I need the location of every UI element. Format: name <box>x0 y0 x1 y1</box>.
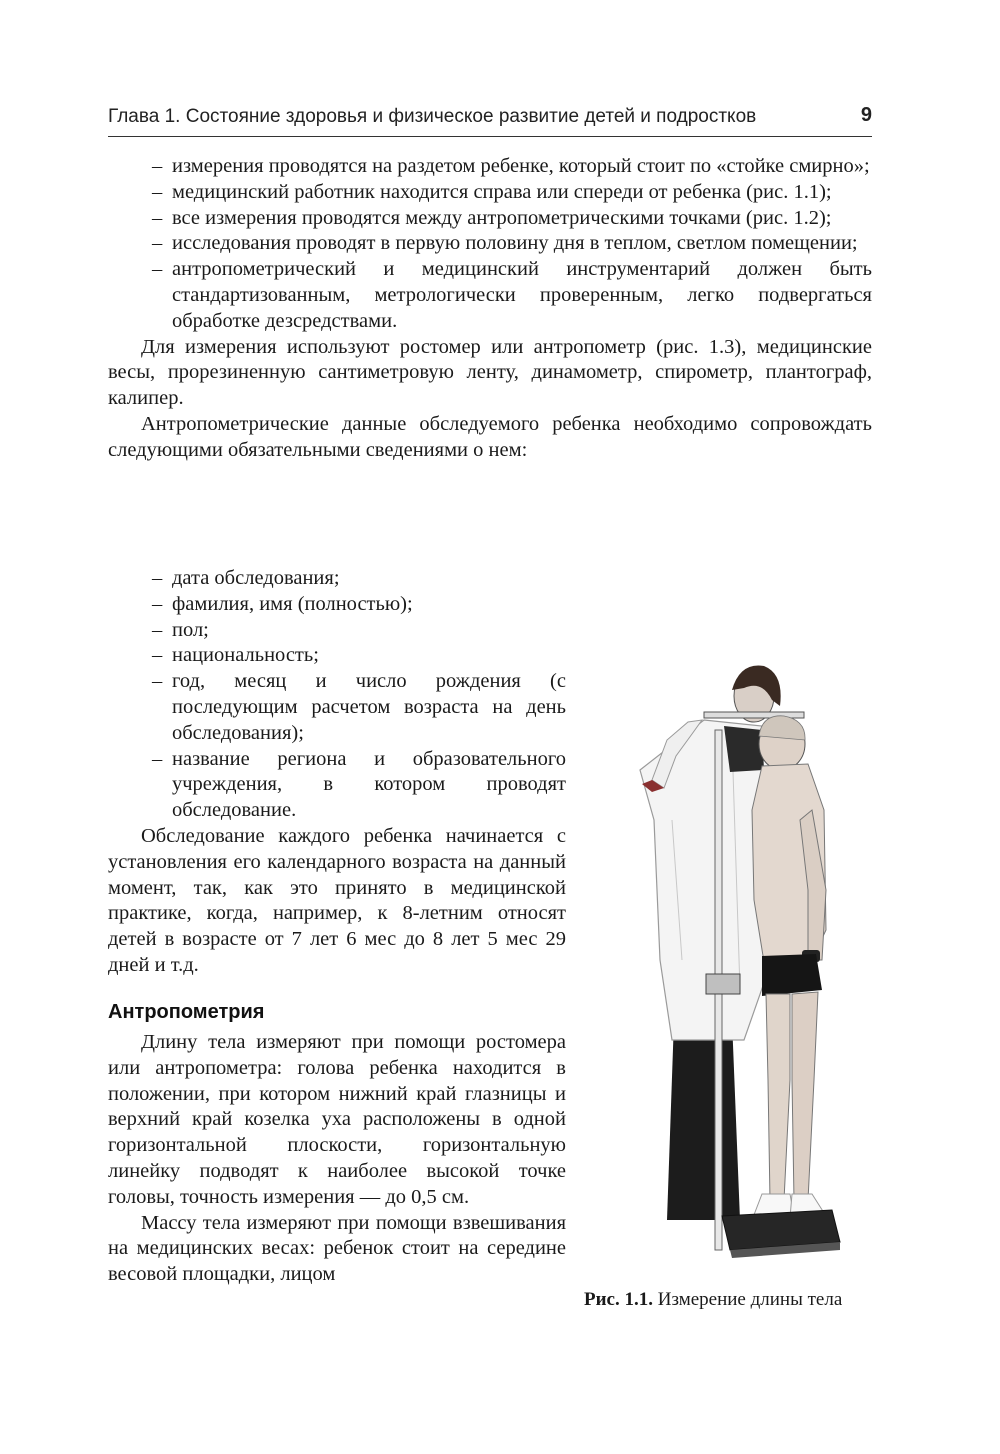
figure-caption-text: Измерение длины тела <box>657 1289 843 1310</box>
dash-marker: – <box>152 155 163 177</box>
list-item: – антропометрический и медицинский инструментарий должен быть стандартизованным, метрологически проверенным, легко подвергаться обработке дезсредствами. <box>152 258 872 332</box>
dash-marker: – <box>152 180 163 203</box>
figure-label: Рис. 1.1. <box>584 1289 653 1310</box>
dash-marker: – <box>152 618 163 641</box>
dash-marker: – <box>152 670 163 693</box>
nurse-skirt <box>667 1020 740 1220</box>
requirements-list <box>108 154 872 335</box>
paragraph-length: Длину тела измеряют при помощи ростомера или антропометра: голова ребенка находится в положении, при котором нижний край глазницы и верхний край козелка уха расположены в одной горизонтальной плоскости, горизонтальную линейку подводят к наиболее высокой точке головы, точность измерения — до 0,5 см. <box>108 1031 566 1208</box>
dash-marker: – <box>152 592 163 615</box>
figure-caption <box>584 1289 874 1311</box>
left-column-bottom <box>108 1030 566 1288</box>
top-text-block <box>108 154 872 464</box>
list-item: – название региона и образовательного учреждения, в котором проводят обследование. <box>152 747 566 822</box>
dash-marker: – <box>152 747 163 770</box>
list-item: – национальность; <box>108 643 566 669</box>
list-item: – все измерения проводятся между антропометрическими точками (рис. 1.2); <box>108 206 872 232</box>
dash-marker: – <box>152 567 163 589</box>
list-item: – медицинский работник находится справа или спереди от ребенка (рис. 1.1); <box>108 180 872 206</box>
dash-marker: – <box>152 206 163 229</box>
boy-leg-left <box>766 994 790 1200</box>
nurse-top <box>724 726 764 772</box>
list-item: – год, месяц и число рождения (с последующим расчетом возраста на день обследования); <box>152 670 566 744</box>
section-heading: Антропометрия <box>108 1001 265 1023</box>
paragraph-age: Обследование каждого ребенка начинается с установления его календарного возраста на данный момент, так, как это принято в медицинской практике, когда, например, к 8-летним относят детей в возрасте от 7 лет 6 мес до 8 лет 5 мес 29 дней и т.д. <box>108 824 566 976</box>
list-item: – дата обследования; <box>108 566 566 592</box>
list-item: – пол; <box>108 618 566 644</box>
list-item: – фамилия, имя (полностью); <box>108 592 566 618</box>
scale-display <box>706 974 740 994</box>
dash-marker: – <box>152 258 163 281</box>
figure-measurement-photo <box>612 660 862 1270</box>
paragraph-instruments: Для измерения используют ростомер или антропометр (рис. 1.3), медицинские весы, прорезиненную сантиметровую ленту, динамометр, спирометр, плантограф, калипер. <box>108 335 872 410</box>
boy-shorts <box>762 954 822 996</box>
chapter-title: Глава 1. Состояние здоровья и физическое развитие детей и подростков <box>108 106 757 127</box>
list-item: – измерения проводятся на раздетом ребенке, который стоит по «стойке смирно»; <box>108 154 872 180</box>
running-head <box>108 104 872 137</box>
details-list <box>108 566 566 824</box>
paragraph-data: Антропометрические данные обследуемого ребенка необходимо сопровождать следующими обязательными сведениями о нем: <box>108 412 872 461</box>
list-item: – исследования проводят в первую половину дня в теплом, светлом помещении; <box>108 231 872 257</box>
dash-marker: – <box>152 644 163 667</box>
left-column-top <box>108 566 566 979</box>
page-number: 9 <box>860 104 872 126</box>
boy-leg-right <box>792 992 818 1200</box>
dash-marker: – <box>152 232 163 255</box>
paragraph-mass: Массу тела измеряют при помощи взвешивания на медицинских весах: ребенок стоит на середине весовой площадки, лицом <box>108 1211 566 1286</box>
